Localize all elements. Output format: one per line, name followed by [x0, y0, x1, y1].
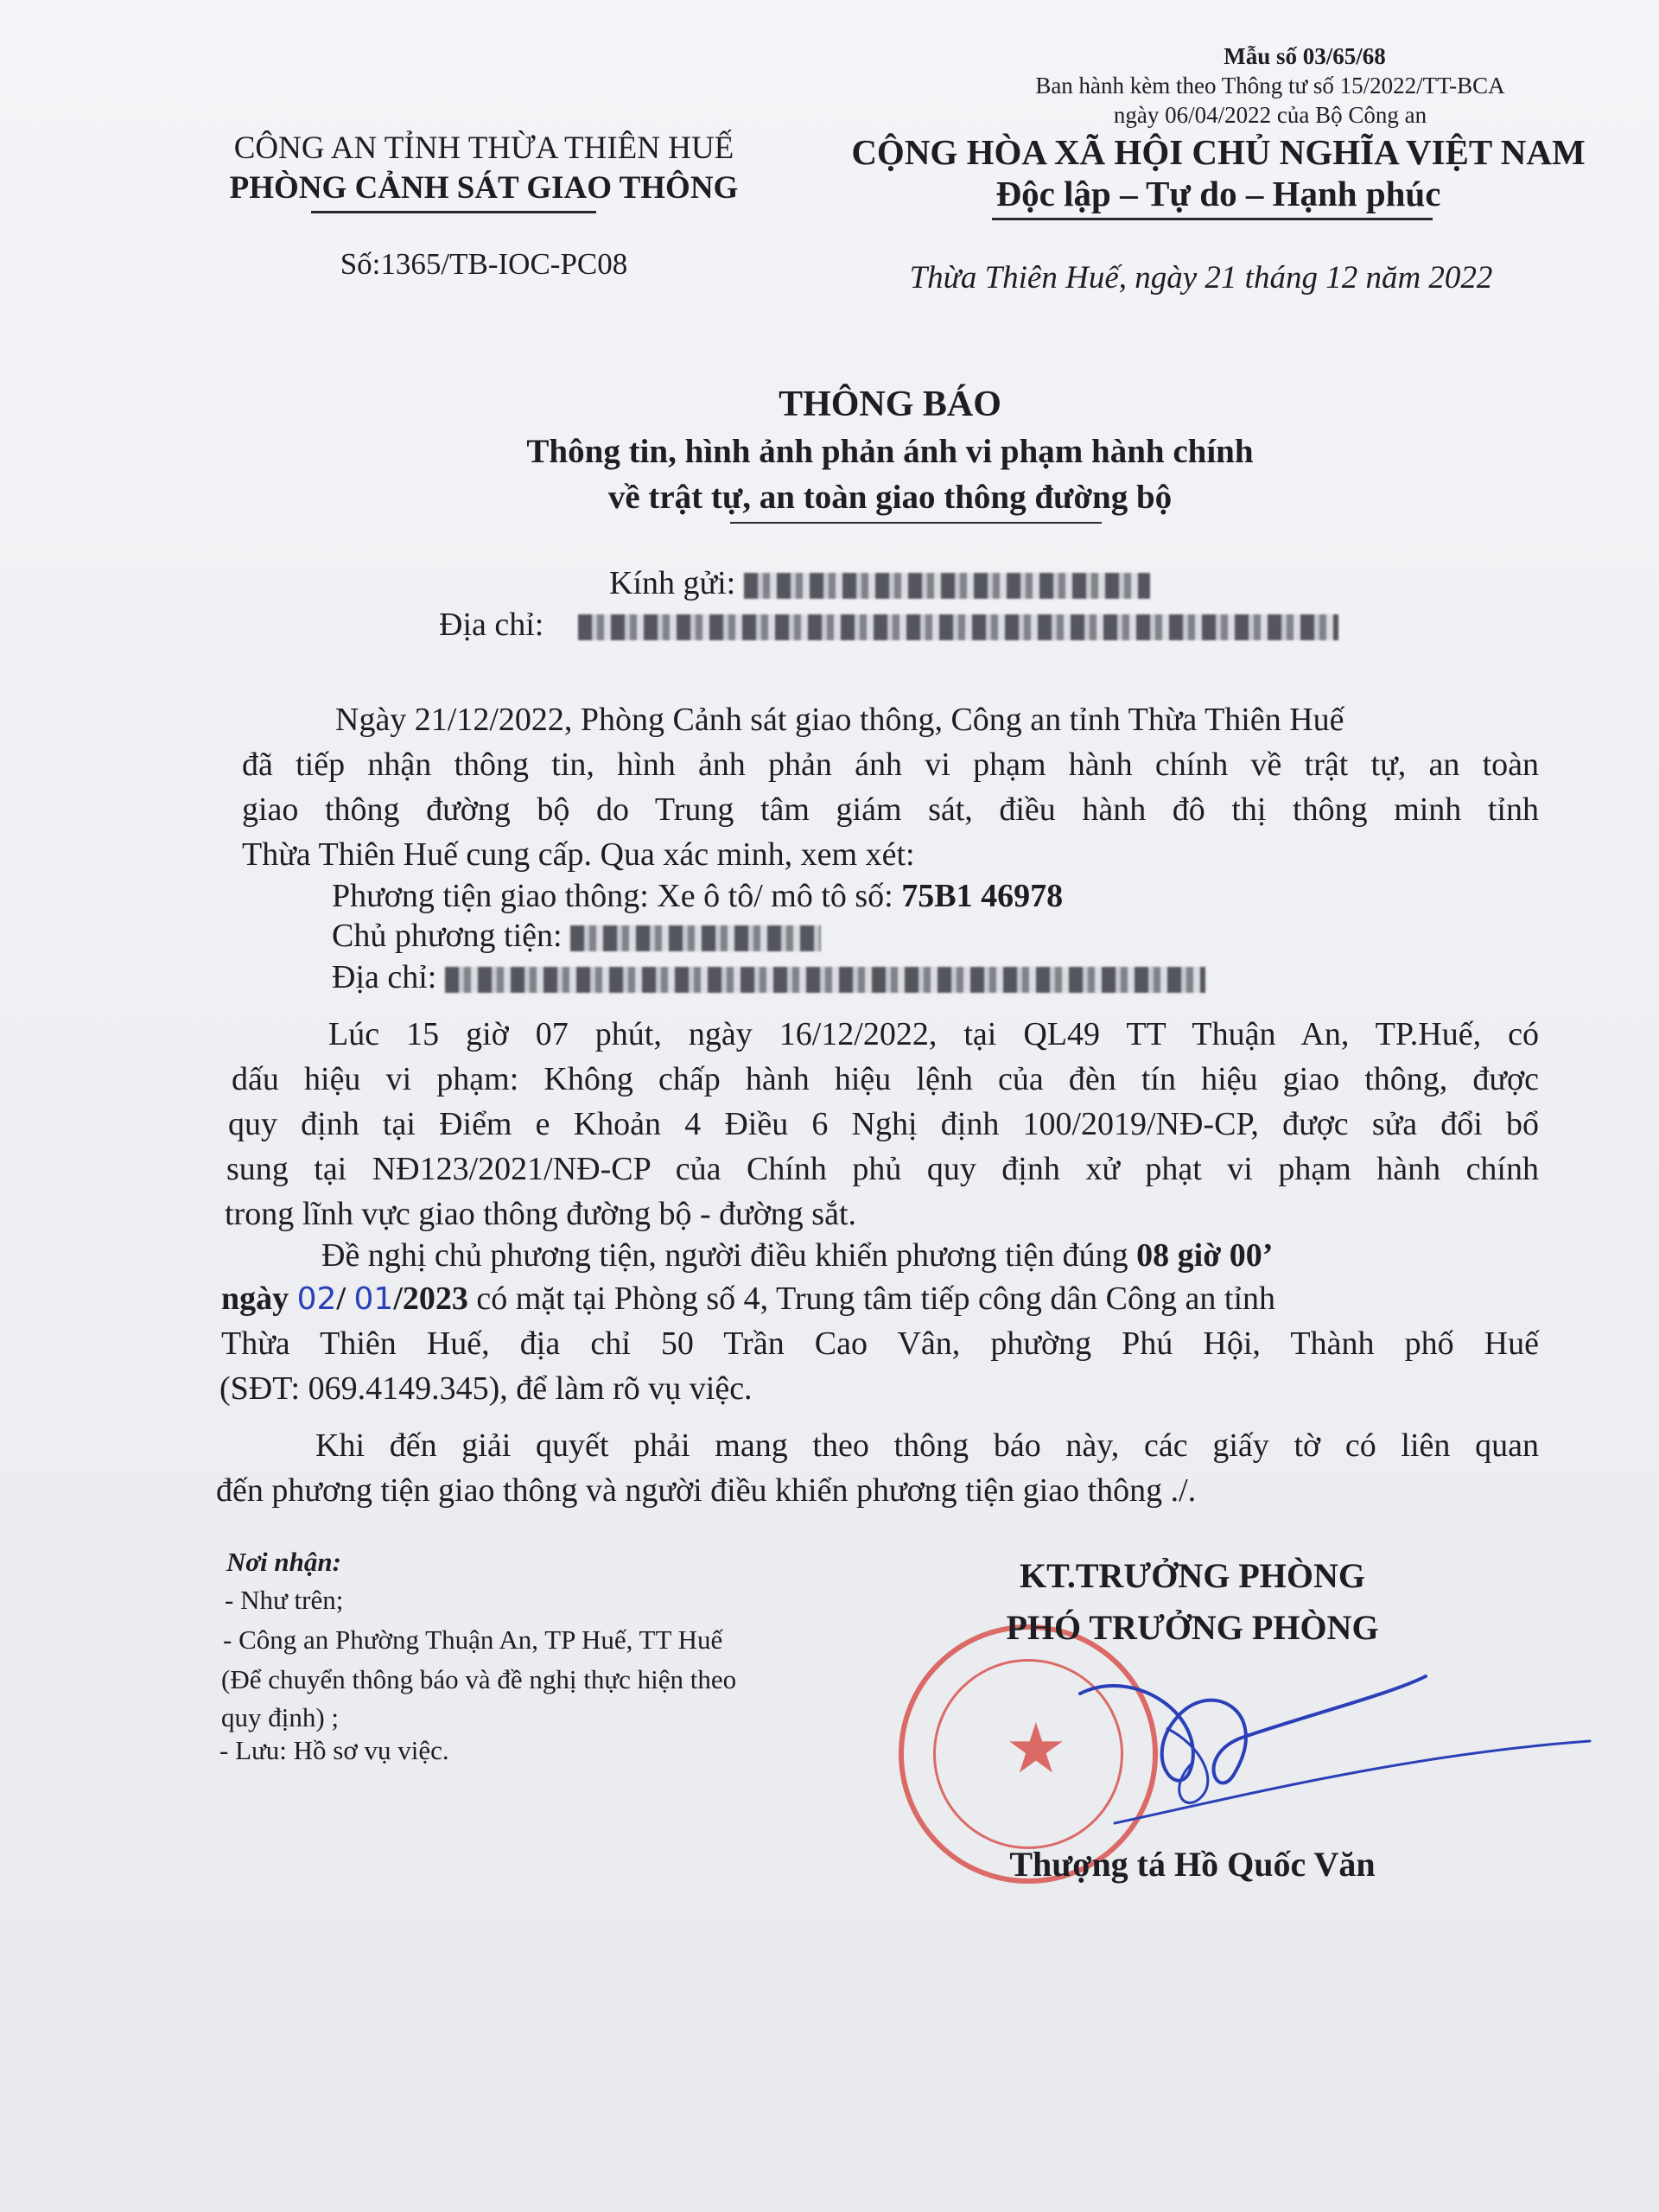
para3-time: 08 giờ 00’ — [1136, 1237, 1274, 1274]
redacted-owner-address — [445, 967, 1205, 993]
owner-address-label: Địa chỉ: — [332, 959, 437, 995]
form-number: Mẫu số 03/65/68 — [1224, 43, 1386, 69]
recipient-item-3: (Để chuyển thông báo và đề nghị thực hiện theo — [221, 1664, 737, 1694]
para4-line-1: Khi đến giải quyết phải mang theo thông báo này, các giấy tờ có liên quan — [315, 1427, 1539, 1464]
addressee-line — [609, 562, 1150, 605]
para1-line-1: Ngày 21/12/2022, Phòng Cảnh sát giao thông, Công an tỉnh Thừa Thiên Huế — [335, 702, 1344, 738]
star-icon: ★ — [1005, 1712, 1067, 1788]
owner-label: Chủ phương tiện: — [332, 918, 563, 954]
handwritten-signature — [1063, 1659, 1616, 1832]
para2-line-5: trong lĩnh vực giao thông đường bộ - đường sắt. — [225, 1196, 857, 1232]
para2-line-1: Lúc 15 giờ 07 phút, ngày 16/12/2022, tại QL49 TT Thuận An, TP.Huế, có — [328, 1016, 1539, 1052]
redacted-address — [578, 614, 1338, 640]
addressee-label: Kính gửi: — [609, 565, 736, 601]
para2-line-4: sung tại NĐ123/2021/NĐ-CP của Chính phủ quy định xử phạt vi phạm hành chính — [226, 1151, 1539, 1187]
redacted-owner — [570, 925, 821, 951]
vehicle-label: Phương tiện giao thông: Xe ô tô/ mô tô số: — [332, 878, 902, 914]
para3-line-1 — [321, 1234, 1539, 1277]
notice-subtitle-1: Thông tin, hình ảnh phản ánh vi phạm hành chính — [526, 433, 1254, 470]
notice-subtitle-2: về trật tự, an toàn giao thông đường bộ — [607, 479, 1173, 516]
para3-line-3: Thừa Thiên Huế, địa chỉ 50 Trần Cao Vân, phường Phú Hội, Thành phố Huế — [221, 1325, 1539, 1362]
para3-year: /2023 — [393, 1281, 468, 1317]
para3-line-2: ngày 02/ 01/2023 có mặt tại Phòng số 4, Trung tâm tiếp công dân Công an tỉnh — [221, 1281, 1276, 1317]
signer-name: Thượng tá Hồ Quốc Văn — [1009, 1845, 1376, 1884]
para3-day-label: ngày — [221, 1281, 297, 1317]
recipient-item-4: quy định) ; — [221, 1702, 340, 1732]
nation-motto: Độc lập – Tự do – Hạnh phúc — [995, 174, 1441, 213]
para1-line-3: giao thông đường bộ do Trung tâm giám sát, điều hành đô thị thông minh tỉnh — [242, 791, 1539, 828]
para3-rest: có mặt tại Phòng số 4, Trung tâm tiếp công dân Công an tỉnh — [467, 1281, 1276, 1317]
addressee-address-line — [439, 603, 1338, 646]
para3-line-4: (SĐT: 069.4149.345), để làm rõ vụ việc. — [219, 1370, 753, 1407]
para4-line-2: đến phương tiện giao thông và người điều khiển phương tiện giao thông ./. — [216, 1472, 1197, 1509]
agency-parent: CÔNG AN TỈNH THỪA THIÊN HUẾ — [233, 130, 734, 166]
signature-title-1: KT.TRƯỞNG PHÒNG — [1020, 1556, 1365, 1595]
place-date: Thừa Thiên Huế, ngày 21 tháng 12 năm 2022 — [909, 260, 1493, 296]
recipients-heading: Nơi nhận: — [226, 1547, 341, 1577]
notice-heading: THÔNG BÁO — [779, 385, 1001, 424]
owner-address-line — [332, 956, 1205, 999]
handwritten-day: 02 — [296, 1281, 337, 1317]
motto-underline — [992, 218, 1433, 220]
vehicle-line — [332, 874, 1063, 918]
recipient-item-2: - Công an Phường Thuận An, TP Huế, TT Huế — [223, 1624, 723, 1655]
redacted-addressee — [744, 573, 1150, 599]
para1-line-2: đã tiếp nhận thông tin, hình ảnh phản ánh vi phạm hành chính về trật tự, an toàn — [242, 747, 1539, 783]
title-underline — [730, 522, 1102, 524]
form-date-line: ngày 06/04/2022 của Bộ Công an — [1113, 102, 1427, 128]
document-number: Số:1365/TB-IOC-PC08 — [340, 247, 628, 281]
para2-line-3: quy định tại Điểm e Khoản 4 Điều 6 Nghị định 100/2019/NĐ-CP, được sửa đổi bổ — [228, 1106, 1539, 1142]
para1-line-4: Thừa Thiên Huế cung cấp. Qua xác minh, xem xét: — [242, 836, 915, 873]
recipient-item-1: - Như trên; — [225, 1585, 344, 1615]
form-issued-line: Ban hành kèm theo Thông tư số 15/2022/TT-BCA — [1035, 73, 1505, 99]
signature-title-2: PHÓ TRƯỞNG PHÒNG — [1006, 1608, 1379, 1647]
nation-name: CỘNG HÒA XÃ HỘI CHỦ NGHĨA VIỆT NAM — [851, 132, 1586, 172]
vehicle-plate: 75B1 46978 — [901, 878, 1064, 914]
recipient-item-5: - Lưu: Hồ sơ vụ việc. — [219, 1735, 449, 1765]
agency-name: PHÒNG CẢNH SÁT GIAO THÔNG — [229, 170, 739, 206]
owner-line — [332, 914, 821, 957]
handwritten-month: 01 — [353, 1281, 394, 1317]
agency-underline — [311, 211, 596, 213]
addressee-address-label: Địa chỉ: — [439, 607, 544, 643]
para3-start: Đề nghị chủ phương tiện, người điều khiển phương tiện đúng — [321, 1237, 1137, 1274]
para2-line-2: dấu hiệu vi phạm: Không chấp hành hiệu lệnh của đèn tín hiệu giao thông, được — [232, 1061, 1539, 1097]
